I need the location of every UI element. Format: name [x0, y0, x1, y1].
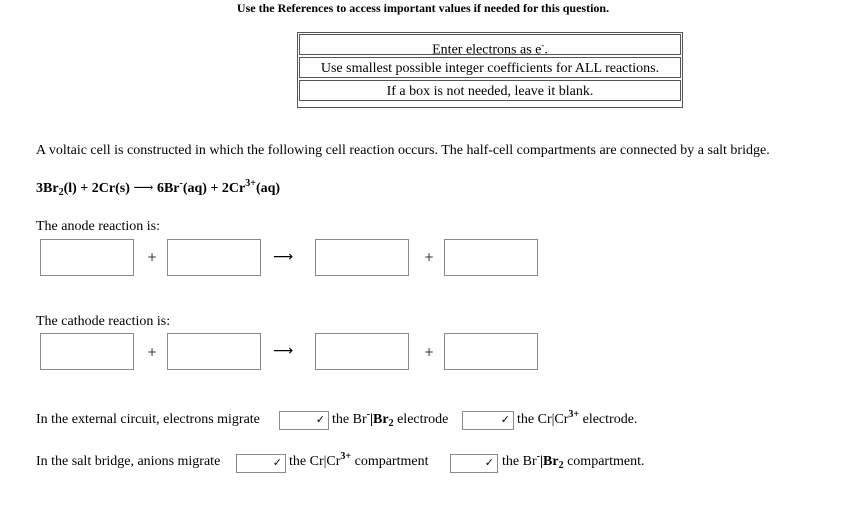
- external-dropdown-1[interactable]: [279, 411, 329, 430]
- chevron-down-icon: ✓: [315, 413, 325, 426]
- cathode-label: The cathode reaction is:: [36, 314, 171, 329]
- references-header: Use the References to access important values if needed for this question.: [236, 1, 610, 15]
- external-circuit-label: In the external circuit, electrons migrate: [36, 412, 260, 427]
- salt-dropdown-1[interactable]: [236, 454, 286, 473]
- cathode-arrow: ⟶: [273, 343, 294, 359]
- external-option-2-text: the $Cr|Cr^{3+}$ electrode.: [517, 409, 638, 427]
- anode-arrow: ⟶: [273, 249, 294, 265]
- chevron-down-icon: ✓: [484, 456, 494, 469]
- anode-plus-1: +: [147, 250, 158, 264]
- anode-label: The anode reaction is:: [36, 219, 161, 234]
- instruction-coefficients: Use smallest possible integer coefficients for ALL reactions.: [299, 57, 681, 78]
- cathode-plus-1: +: [147, 345, 158, 359]
- cathode-product-1-input[interactable]: [315, 333, 409, 370]
- salt-option-2-text: the $Br^-|Br_2$ compartment.: [502, 451, 645, 471]
- external-option-1-text: the $Br^-|Br_2$ electrode: [332, 409, 449, 429]
- question-text: A voltaic cell is constructed in which the following cell reaction occurs. The half-cell compartments are connected by a salt bridge.: [36, 143, 770, 158]
- chevron-down-icon: ✓: [500, 413, 510, 426]
- cathode-plus-2: +: [424, 345, 435, 359]
- cell-reaction-equation: $3Br_2(l) + 2Cr(s)$ ⟶ $6Br^-(aq) + 2Cr^{3+}(aq)$: [36, 178, 281, 198]
- cathode-reactant-1-input[interactable]: [40, 333, 134, 370]
- instruction-blank: If a box is not needed, leave it blank.: [299, 80, 681, 101]
- instruction-electrons: Enter electrons as e-.: [299, 34, 681, 55]
- anode-product-1-input[interactable]: [315, 239, 409, 276]
- reaction-arrow: ⟶: [133, 181, 154, 196]
- anode-plus-2: +: [424, 250, 435, 264]
- salt-option-1-text: the $Cr|Cr^{3+}$ compartment: [289, 451, 429, 469]
- cathode-reactant-2-input[interactable]: [167, 333, 261, 370]
- anode-reactant-2-input[interactable]: [167, 239, 261, 276]
- salt-bridge-label: In the salt bridge, anions migrate: [36, 454, 221, 469]
- instructions-box: [297, 32, 683, 108]
- external-dropdown-2[interactable]: [462, 411, 514, 430]
- cathode-product-2-input[interactable]: [444, 333, 538, 370]
- anode-product-2-input[interactable]: [444, 239, 538, 276]
- salt-dropdown-2[interactable]: [450, 454, 498, 473]
- chevron-down-icon: ✓: [272, 456, 282, 469]
- anode-reactant-1-input[interactable]: [40, 239, 134, 276]
